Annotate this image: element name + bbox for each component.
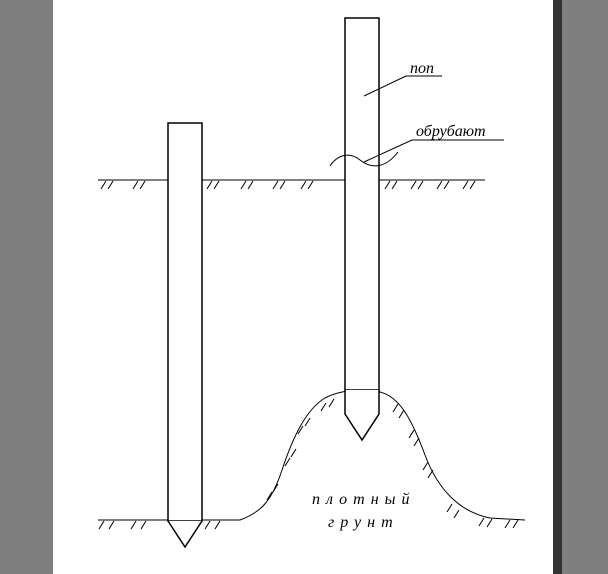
hatch-mark <box>414 438 419 446</box>
dense-soil-label-line2: грунт <box>328 514 399 531</box>
hatch-mark <box>280 181 285 189</box>
hatch-mark <box>131 521 136 529</box>
hatch-mark <box>505 520 510 528</box>
hatch-mark <box>273 181 278 189</box>
hatch-mark <box>99 521 104 529</box>
hatch-mark <box>487 519 492 527</box>
hatch-mark <box>399 410 404 418</box>
hatch-mark <box>423 462 428 470</box>
dense-soil-hatching <box>99 399 518 529</box>
hatch-mark <box>205 521 210 529</box>
hatch-mark <box>479 518 484 526</box>
hatch-mark <box>444 181 449 189</box>
hatch-mark <box>470 181 475 189</box>
cut-off-label: обрубают <box>416 123 486 140</box>
hatch-mark <box>141 521 146 529</box>
hatch-mark <box>418 181 423 189</box>
right-pile <box>345 18 379 390</box>
left-pile <box>168 123 202 521</box>
hatch-mark <box>385 181 390 189</box>
hatch-mark <box>409 430 414 438</box>
hatch-mark <box>273 484 278 492</box>
hatch-mark <box>248 181 253 189</box>
hatch-mark <box>447 504 452 512</box>
left-pile-tip <box>168 521 202 547</box>
hatch-mark <box>109 521 114 529</box>
hatch-mark <box>215 521 220 529</box>
hatch-mark <box>513 520 518 528</box>
right-pile-tip <box>345 390 379 440</box>
hatch-mark <box>133 181 138 189</box>
hatch-mark <box>454 510 459 518</box>
hatch-mark <box>108 181 113 189</box>
hatch-mark <box>463 181 468 189</box>
hatch-mark <box>329 399 334 407</box>
pile-label: поп <box>410 60 434 77</box>
hatch-mark <box>411 181 416 189</box>
hatch-mark <box>437 181 442 189</box>
hatch-mark <box>207 181 212 189</box>
hatch-mark <box>241 181 246 189</box>
ground-surface-hatching <box>101 181 475 189</box>
hatch-mark <box>428 470 433 478</box>
hatch-mark <box>267 492 272 500</box>
hatch-mark <box>291 449 296 457</box>
hatch-mark <box>305 418 310 426</box>
hatch-mark <box>301 181 306 189</box>
hatch-mark <box>308 181 313 189</box>
hatch-mark <box>140 181 145 189</box>
hatch-mark <box>101 181 106 189</box>
hatch-mark <box>392 181 397 189</box>
hatch-mark <box>321 403 326 411</box>
hatch-mark <box>214 181 219 189</box>
hatch-mark <box>393 404 398 412</box>
dense-soil-label-line1: плотный <box>312 491 416 508</box>
